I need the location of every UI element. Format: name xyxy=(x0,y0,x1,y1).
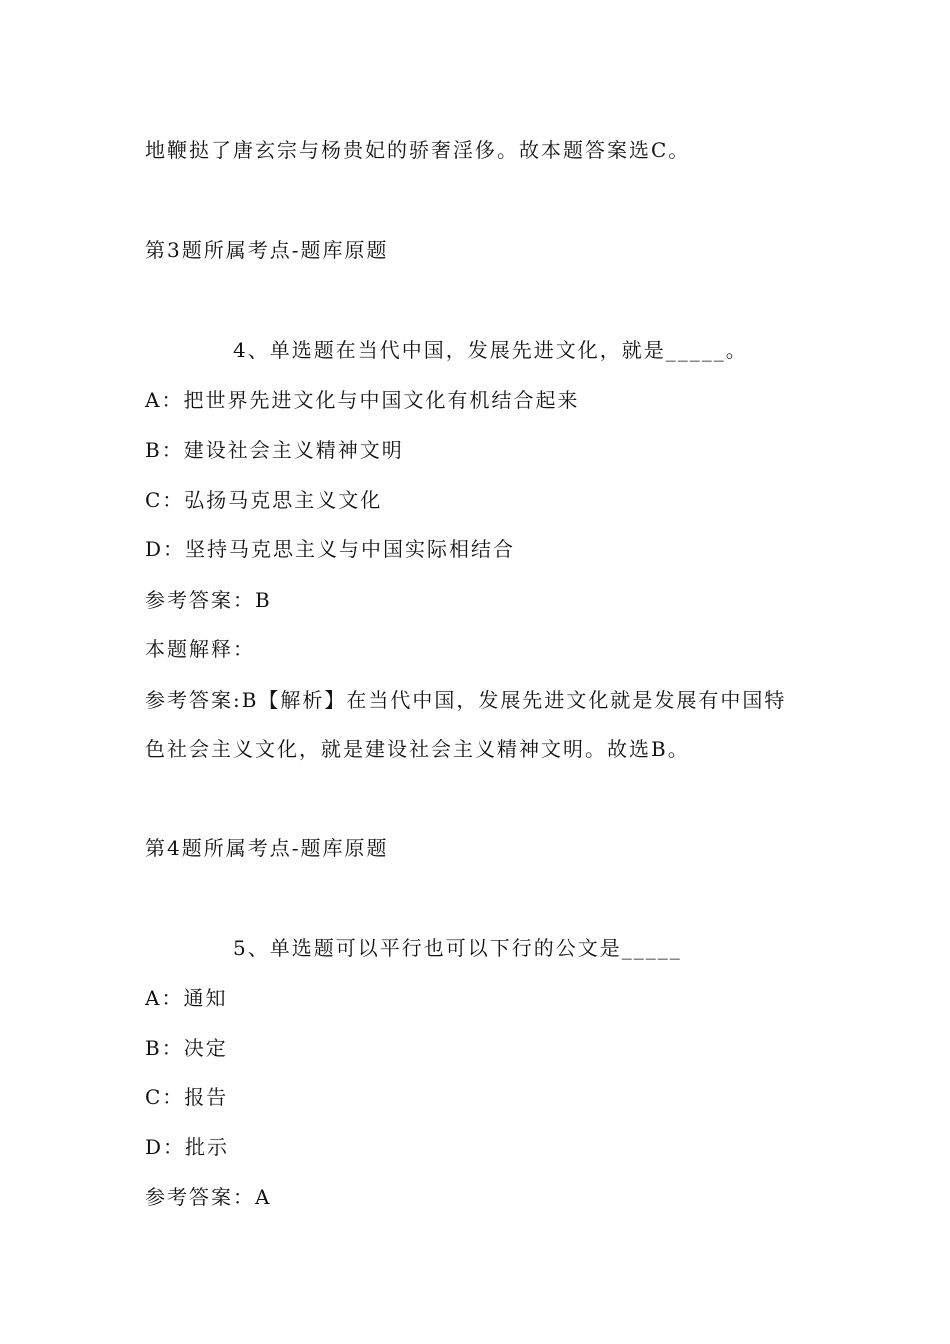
q5-option-a: A：通知 xyxy=(145,986,228,1010)
q5-option-c: C：报告 xyxy=(145,1085,229,1109)
q3-topic: 第3题所属考点-题库原题 xyxy=(145,238,389,262)
q4-question: 4、单选题在当代中国，发展先进文化，就是_____。 xyxy=(233,338,748,362)
q5-option-b: B：决定 xyxy=(145,1036,228,1060)
q4-answer: 参考答案：B xyxy=(145,588,272,612)
explanation-continuation: 地鞭挞了唐玄宗与杨贵妃的骄奢淫侈。故本题答案选C。 xyxy=(145,138,691,162)
q4-explanation-line-2: 色社会主义文化，就是建设社会主义精神文明。故选B。 xyxy=(145,737,690,761)
q4-option-b: B：建设社会主义精神文明 xyxy=(145,438,404,462)
q4-explanation-line-1: 参考答案:B【解析】在当代中国，发展先进文化就是发展有中国特 xyxy=(145,688,787,712)
q4-explanation-label: 本题解释： xyxy=(145,637,255,661)
q4-topic: 第4题所属考点-题库原题 xyxy=(145,836,389,860)
q5-answer: 参考答案：A xyxy=(145,1185,272,1209)
q4-option-a: A：把世界先进文化与中国文化有机结合起来 xyxy=(145,388,580,412)
q4-option-c: C：弘扬马克思主义文化 xyxy=(145,488,383,512)
q4-option-d: D：坚持马克思主义与中国实际相结合 xyxy=(145,537,516,561)
q5-option-d: D：批示 xyxy=(145,1135,230,1159)
q5-question: 5、单选题可以平行也可以下行的公文是_____ xyxy=(233,936,682,960)
